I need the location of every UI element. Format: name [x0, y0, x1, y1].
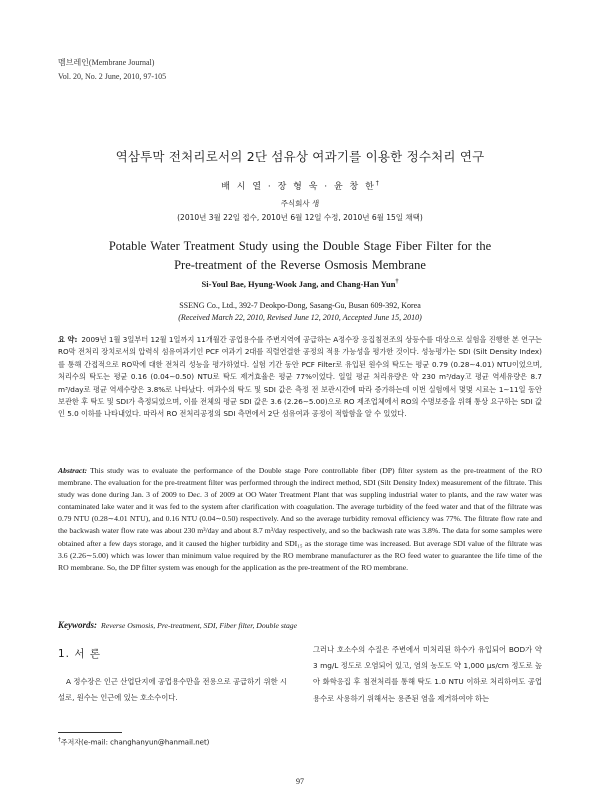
- english-title-line1: Potable Water Treatment Study using the Double Stage Fiber Filter for the: [108, 239, 492, 253]
- body-column-left: A 정수장은 인근 산업단지에 공업용수만을 전용으로 공급하기 위한 시설로, 원수는 인근에 있는 호소수이다.: [58, 677, 287, 702]
- korean-author-mark: †: [375, 180, 379, 187]
- english-title: [60, 237, 540, 275]
- english-title-line2: Pre-treatment of the Reverse Osmosis Membrane: [174, 258, 426, 272]
- english-author-names: Si-Youl Bae, Hyung-Wook Jang, and Chang-Han Yun: [201, 279, 396, 289]
- korean-affiliation: 주식회사 생: [280, 199, 320, 208]
- korean-abstract: [58, 334, 542, 421]
- korean-abstract-text: 2009년 1월 3일부터 12월 1일까지 11개월간 공업용수를 주변지역에 공급하는 A정수장 응집침전조의 상등수를 대상으로 실험을 진행한 본 연구는 RO막 전처리 장치로서의 압력식 섬유여과기인 PCF 여과기 2대를 직렬연결한 공정의 적용 가능성을 평가한 것이다. 성능평가는 SDI (Silt Density Index)를 통해 간접적으로 RO막에 대한 전처리 성능을 평가하였다. 실험 기간 동안 PCF Filter로 유입된 원수의 탁도는 평균 0.79 (0.28∼4.01) NTU이었으며, 처리수의 탁도는 평균 0.16 (0.04∼0.50) NTU로 탁도 제거효율은 평균 77%이었다. 일일 평균 처리유량은 약 230 m³/day고 평균 역세유량은 8.7 m³/day로 평균 역세수량은 3.8%로 나타났다. 여과수의 탁도 및 SDI 값은 측정 전 보관시간에 따라 증가하는데 이번 실험에서 몇몇 시료는 1∼11일 동안 보관한 후 탁도 및 SDI가 측정되었으며, 이를 전체의 평균 SDI 값은 3.6 (2.26∼5.00)으로 RO 제조업체에서 RO의 수명보증을 위해 통상 요구하는 SDI 값인 5.0 이하를 나타내었다. 따라서 RO 전처리공정의 SDI 측면에서 2단 섬유여과 공정이 적합함을 알 수 있었다.: [58, 335, 543, 419]
- korean-dates: (2010년 3월 22일 접수, 2010년 6월 12일 수정, 2010년 6월 15일 채택): [177, 213, 423, 222]
- english-abstract-text: This study was to evaluate the performance of the Double stage Pore controllable fiber (DP) filter system as the pre-treatment of the RO membrane. The evaluation for the pre-treatment filter was performed through the indirect method, SDI (Silt Density Index) measurement of the filtrate. This study was done during Jan. 3 of 2009 to Dec. 3 of 2009 at OO Water Treatment Plant that was suppling industrial water to plants, and the raw water was contaminated lake water and it was fed to the system after clarification with coagulation. The average turbidity of the feed water and that of the filtrate was 0.79 NTU (0.28∼4.01 NTU), and 0.16 NTU (0.04∼0.50) respectively. And so the average turbidity removal efficiency was 77%. The filtrate flow rate and the backwash water flow rate was about 230 m³/day and about 8.7 m³/day respectively, and so the backwash rate was 3.8%. The data for some samples were obtained after a few days storage, and it caused the higher turbidity and SDI₁₅ as the storage time was increased. But average SDI value of the filtrate was 3.6 (2.26∼5.00) which was lower than minimum value required by the RO membrane manufacturer as the RO feed water to guarantee the life time of the RO membrane. So, the DP filter system was enough for the application as the pre-treatment of the RO membrane.: [58, 466, 542, 572]
- body-column-right: 그러나 호소수의 수질은 주변에서 미처리된 하수가 유입되어 BOD가 약 3 mg/L 정도로 오염되어 있고, 염의 농도도 약 1,000 μs/cm 정도로 높아 화학응집 후 침전처리를 통해 탁도 1.0 NTU 이하로 처리하여도 공업용수로 사용하기 위해서는 용존된 염을 제거하여야 하는: [313, 645, 542, 703]
- english-dates: (Received March 22, 2010, Revised June 12, 2010, Accepted June 15, 2010): [178, 313, 422, 322]
- footnote: [58, 737, 209, 747]
- korean-author-names: 배 시 열 · 장 형 욱 · 윤 창 한: [221, 182, 376, 192]
- keywords-text: Reverse Osmosis, Pre-treatment, SDI, Fiber filter, Double stage: [101, 621, 298, 630]
- korean-title: 역삼투막 전처리로서의 2단 섬유상 여과기를 이용한 정수처리 연구: [115, 149, 485, 164]
- footnote-text: 주저자(e-mail: changhanyun@hanmail.net): [60, 738, 210, 747]
- section-heading: 1. 서 론: [58, 648, 101, 660]
- journal-header: [58, 56, 166, 84]
- footnote-divider: [58, 732, 122, 733]
- english-affiliation: SSENG Co., Ltd., 392-7 Deokpo-Dong, Sasang-Gu, Busan 609-392, Korea: [179, 301, 421, 310]
- journal-volume: Vol. 20, No. 2 June, 2010, 97-105: [58, 72, 167, 81]
- korean-authors: [0, 179, 600, 192]
- page-number: 97: [296, 777, 304, 786]
- journal-name: 멤브레인(Membrane Journal): [58, 58, 155, 67]
- korean-abstract-label: 요 약:: [58, 335, 78, 344]
- keywords: [58, 620, 542, 630]
- english-author-mark: †: [395, 279, 399, 286]
- english-abstract: [58, 465, 542, 574]
- english-abstract-label: Abstract:: [58, 466, 88, 475]
- keywords-label: Keywords:: [58, 620, 97, 630]
- english-authors: [0, 279, 600, 289]
- footnote-mark: †: [58, 737, 61, 743]
